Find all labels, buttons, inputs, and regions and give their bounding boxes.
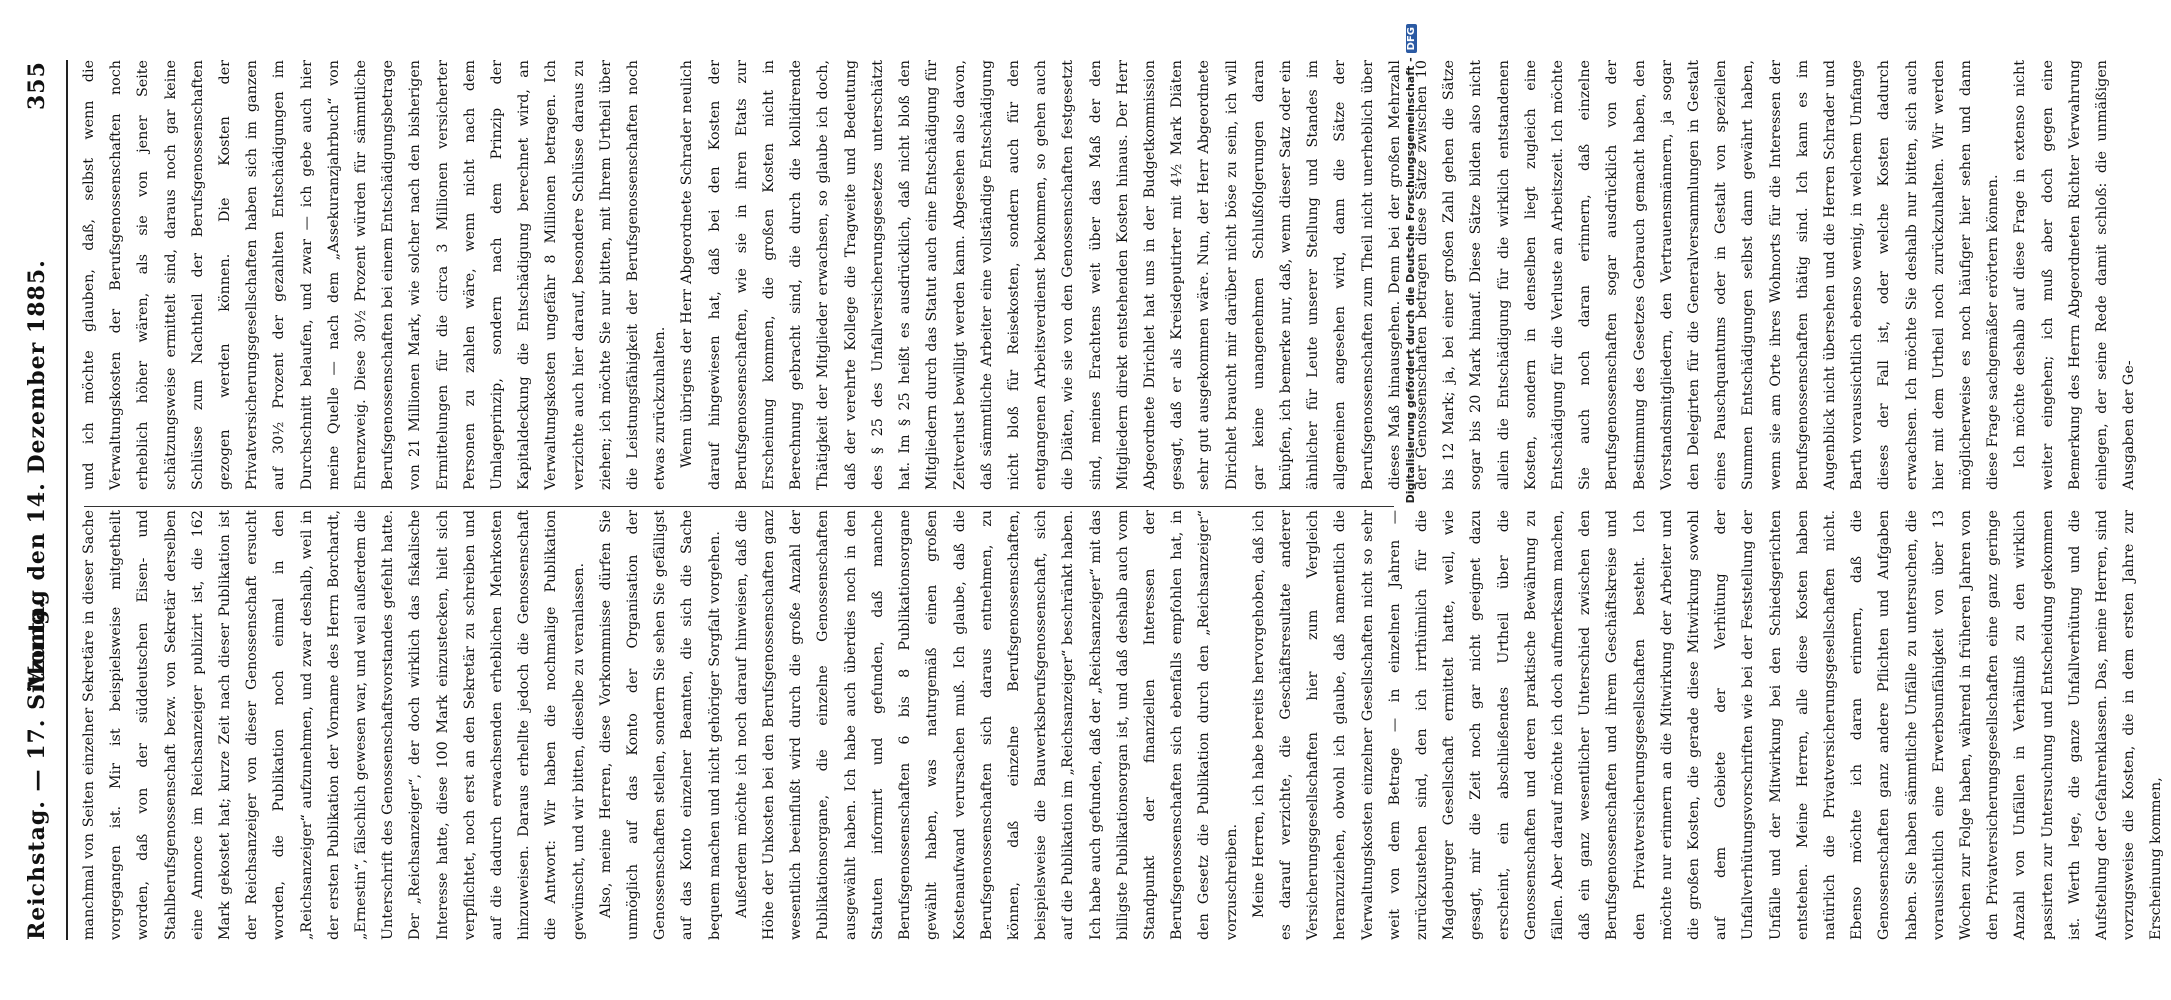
header-session: Reichstag. — 17. Sitzung.: [24, 599, 50, 940]
paragraph: und ich möchte glauben, daß, selbst wenn die Verwaltungskosten der Berufsgenossenschaften noch erheblich höher wären, als sie von jener Seite schätzungsweise ermittelt sind, daraus noch gar keine Schlüsse zum Nachtheil der Berufsgenossenschaften gezogen werden können. Die Kosten der Privatversicherungsgesellschaften haben sich im ganzen auf 30½ Prozent der gezahlten Entschädigungen im Durchschnitt belaufen, und zwar — ich gebe auch hier meine Quelle — nach dem „Assekuranzjahrbuch“ von Ehrenzweig. Diese 30½ Prozent würden für sämmtliche Berufsgenossenschaften bei einem Entschädigungsbetrage von 21 Millionen Mark, wie solcher nach den bisherigen Ermittelungen für die circa 3 Millionen versicherter Personen zu zahlen wäre, wenn nicht nach dem Umlageprinzip, sondern nach dem Prinzip der Kapitaldeckung die Entschädigung berechnet wird, an Verwaltungskosten ungefähr 8 Millionen betragen. Ich verzichte auch hier darauf, besondere Schlüsse daraus zu ziehen; ich möchte Sie nur bitten, mit Ihrem Urtheil über die Leistungsfähigkeit der Berufsgenossenschaften noch etwas zurückzuhalten.: [81, 60, 669, 490]
page-number: 355: [24, 61, 50, 110]
paragraph: manchmal von Seiten einzelner Sekretäre in dieser Sache vorgegangen ist. Mir ist beispielsweise mitgetheilt worden, daß von der süddeutschen Eisen- und Stahlberufsgenossenschaft bezw. von Sekretär derselben eine Annonce im Reichsanzeiger publizirt ist, die 162 Mark gekostet hat; kurze Zeit nach dieser Publikation ist der Reichsanzeiger von dieser Genossenschaft ersucht worden, die Publikation noch einmal in den „Reichsanzeiger“ aufzunehmen, und zwar deshalb, weil in der ersten Publikation der Vorname des Herrn Borchardt, „Ernestin“, fälschlich gewesen war, und weil außerdem die Unterschrift des Genossenschaftsvorstandes gefehlt hatte. Der „Reichsanzeiger“, der doch wirklich das fiskalische Interesse hatte, diese 100 Mark einzustecken, hielt sich verpflichtet, noch erst an den Sekretär zu schreiben und auf die dadurch erwachsenden erheblichen Mehrkosten hinzuweisen. Daraus erhellte jedoch die Genossenschaft die Antwort: Wir haben die nochmalige Publikation gewünscht, und wir bitten, dieselbe zu veranlassen.: [81, 510, 587, 940]
paragraph: Meine Herren, ich habe bereits hervorgehoben, daß ich es darauf verzichte, die Geschäftsresultate anderer Versicherungsgesellschaften hier zum Vergleich heranzuziehen, obwohl ich glaube, daß namentlich die Verwaltungskosten einzelner Gesellschaften nicht so sehr weit von dem Betrage — in einzelnen Jahren — zurückzustehen sind, den ich irrthümlich für die Magdeburger Gesellschaft ermittelt hatte, weil, wie gesagt, mir die Zeit noch gar nicht geeignet dazu erscheint, ein abschließendes Urtheil über die Genossenschaften und deren praktische Bewährung zu fällen. Aber darauf möchte ich doch aufmerksam machen, daß ein ganz wesentlicher Unterschied zwischen den Berufsgenossenschaften und ihrem Geschäftskreise und den Privatversicherungsgesellschaften besteht. Ich möchte nur erinnern an die Mitwirkung der Arbeiter und die großen Kosten, die gerade diese Mitwirkung sowohl auf dem Gebiete der Verhütung der Unfallverhütungsvorschriften wie bei der Feststellung der Unfälle und der Mitwirkung bei den Schiedsgerichten entstehen. Meine Herren, alle diese Kosten haben natürlich die Privatversicherungsgesellschaften nicht. Ebenso möchte ich daran erinnern, daß die Genossenschaften ganz andere Pflichten und Aufgaben haben. Sie haben sämmtliche Unfälle zu untersuchen, die voraussichtlich eine Erwerbsunfähigkeit von über 13 Wochen zur Folge haben, während in früheren Jahren von den Privatversicherungsgesellschaften eine ganz geringe Anzahl von Unfällen in Verhältniß zu den wirklich passirten zur Untersuchung und Entscheidung gekommen ist. Werth lege, die ganze Unfallverhütung und die Aufstellung der Gefahrenklassen. Das, meine Herren, sind vorzugsweise die Kosten, die in dem ersten Jahre zur Erscheinung kommen,: [1250, 510, 2165, 940]
credit-text: Digitalisierung gefördert durch die Deutsche Forschungsgemeinschaft -: [1404, 57, 1417, 504]
text-column-left: [76, 510, 2165, 940]
dfg-logo: DFG: [1406, 24, 1417, 53]
header-date: Montag den 14. Dezember 1885.: [24, 259, 50, 690]
digitization-credit: [1400, 24, 1430, 984]
header-rule: [66, 60, 68, 940]
column-divider: [84, 506, 1394, 507]
page-header: [20, 40, 60, 940]
paragraph: Also, meine Herren, diese Vorkommnisse dürfen Sie unmöglich auf das Konto der Organisation der Genossenschaften stellen, sondern Sie sehen Sie gefälligst auf das Konto einzelner Beamten, die sich die Sache bequem machen und nicht gehöriger Sorgfalt vorgehen.: [597, 510, 723, 940]
paragraph: Wenn übrigens der Herr Abgeordnete Schrader neulich darauf hingewiesen hat, daß bei den Kosten der Berufsgenossenschaften, wie sie in ihren Etats zur Erscheinung kommen, die großen Kosten nicht in Berechnung gebracht sind, die durch die kollidirende Thätigkeit der Mitglieder erwachsen, so glaube ich doch, daß der verehrte Kollege die Tragweite und Bedeutung des § 25 des Unfallversicherungsgesetzes unterschätzt hat. Im § 25 heißt es ausdrücklich, daß nicht bloß den Mitgliedern durch das Statut auch eine Entschädigung für Zeitverlust bewilligt werden kann. Abgesehen also davon, daß sämmtliche Arbeiter eine vollständige Entschädigung nicht bloß für Reisekosten, sondern auch für den entgangenen Arbeitsverdienst bekommen, so gehen auch die Diäten, wie sie von den Genossenschaften festgesetzt sind, meines Erachtens weit über das Maß der den Mitgliedern direkt entstehenden Kosten hinaus. Der Herr Abgeordnete Dirichlet hat uns in der Budgetkommission gesagt, daß er als Kreisdeputirter mit 4½ Mark Diäten sehr gut ausgekommen wäre. Nun, der Herr Abgeordnete Dirichlet braucht mir darüber nicht böse zu sein, ich will gar keine unangenehmen Schlußfolgerungen daran knüpfen, ich bemerke nur, daß, wenn dieser Satz oder ein ähnlicher für Leute unserer Stellung und Standes im allgemeinen angesehen wird, dann die Sätze der Berufsgenossenschaften zum Theil nicht unerheblich über dieses Maß hinausgehen. Denn bei der großen Mehrzahl der Genossenschaften betragen diese Sätze zwischen 10 bis 12 Mark; ja, bei einer großen Zahl gehen die Sätze sogar bis 20 Mark hinauf. Diese Sätze bilden also nicht allein die Entschädigung für die wirklich entstandenen Kosten, sondern in denselben liegt zugleich eine Entschädigung für die Verluste an Arbeitszeit. Ich möchte Sie auch noch daran erinnern, daß einzelne Berufsgenossenschaften sogar ausdrücklich von der Bestimmung des Gesetzes Gebrauch gemacht haben, den Vorstandsmitgliedern, den Vertrauensmännern, ja sogar den Delegirten für die Generalversammlungen in Gestalt eines Pauschquantums oder in Gestalt von speziellen Summen Entschädigungen selbst dann gewährt haben, wenn sie am Orte ihres Wohnorts für die Interessen der Berufsgenossenschaften thätig sind. Ich kann es im Augenblick nicht übersehen und die Herren Schrader und Barth voraussichtlich ebenso wenig, in welchem Umfange dieses der Fall ist, oder welche Kosten dadurch erwachsen. Ich möchte Sie deshalb nur bitten, sich auch hier mit dem Urtheil noch zurückzuhalten. Wir werden möglicherweise es noch häufiger hier sehen und dann diese Frage sachgemäßer erörtern können.: [679, 60, 2002, 490]
credit-line: [1404, 24, 1428, 984]
paragraph: Ich möchte deshalb auf diese Frage in extenso nicht weiter eingehen; ich muß aber doch gegen eine Bemerkung des Herrn Abgeordneten Richter Verwahrung einlegen, der seine Rede damit schloß: die unmäßigen Ausgaben der Ge-: [2012, 60, 2138, 490]
paragraph: Außerdem möchte ich noch darauf hinweisen, daß die Höhe der Unkosten bei den Berufsgenossenschaften ganz wesentlich beeinflußt wird durch die große Anzahl der Publikationsorgane, die einzelne Genossenschaften ausgewählt haben. Ich habe auch überdies noch in den Statuten informirt und gefunden, daß manche Berufsgenossenschaften 6 bis 8 Publikationsorgane gewählt haben, was naturgemäß einen großen Kostenaufwand verursachen muß. Ich glaube, daß die Berufsgenossenschaften sich daraus entnehmen, zu können, daß einzelne Berufsgenossenschaften, beispielsweise die Bauwerksberufsgenossenschaft, sich auf die Publikation im „Reichsanzeiger“ beschränkt haben. Ich habe auch gefunden, daß der „Reichsanzeiger“ mit das billigste Publikationsorgan ist, und daß deshalb auch vom Standpunkt der finanziellen Interessen der Berufsgenossenschaften sich ebenfalls empfohlen hat, in den Gesetz die Publikation durch den „Reichsanzeiger“ vorzuschreiben.: [733, 510, 1240, 940]
